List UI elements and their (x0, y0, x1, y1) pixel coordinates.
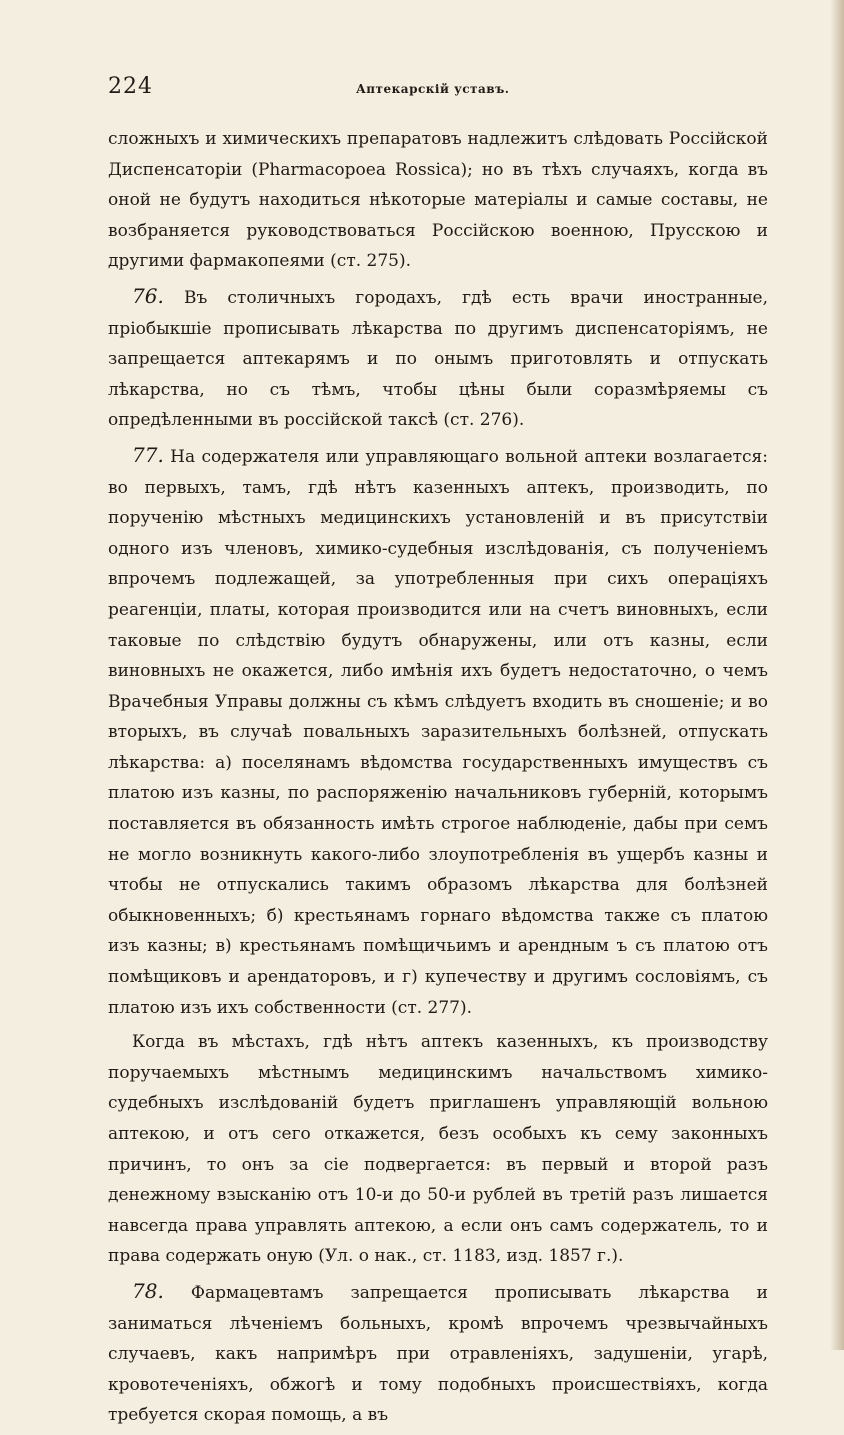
paragraph-text: Въ столичныхъ городахъ, гдѣ есть врачи иностранные, пріобыкшіе прописывать лѣкарства по другимъ диспенсаторіямъ, не запрещается аптекарямъ и по онымъ приготовлять и отпускать лѣкарства, но съ тѣмъ, чтобы цѣны были соразмѣряемы съ опредѣленными въ россійской таксѣ (ст. 276). (108, 287, 769, 431)
running-title: Аптекарскій уставъ. (356, 82, 510, 96)
page-edge-shadow (830, 0, 844, 1350)
paragraph-continued (108, 124, 768, 277)
page-header (108, 74, 768, 110)
article-number: 78. (132, 1278, 164, 1303)
article-76 (108, 281, 768, 436)
paragraph-text: На содержателя или управляющаго вольной аптеки возлагается: во первыхъ, тамъ, гдѣ нѣтъ казенныхъ аптекъ, производить, по порученію мѣстныхъ медицинскихъ установленій и въ присутствіи одного изъ членовъ, химико-судебныя изслѣдованія, съ полученіемъ впрочемъ подлежащей, за употребленныя при сихъ операціяхъ реагенціи, платы, которая производится или на счетъ виновныхъ, если таковые по слѣдствію будутъ обнаружены, или отъ казны, если виновныхъ не окажется, либо имѣнія ихъ будетъ недостаточно, о чемъ Врачебныя Управы должны съ кѣмъ слѣдуетъ входить въ сношеніе; и во вторыхъ, въ случаѣ повальныхъ заразительныхъ болѣзней, отпускать лѣкарства: а) поселянамъ вѣдомства государственныхъ имуществъ съ платою изъ казны, по распоряженію начальниковъ губерній, которымъ поставляется въ обязанность имѣть строгое наблюденіе, дабы при семъ не могло возникнуть какого-либо злоупотребленія въ ущербъ казны и чтобы не отпускались такимъ образомъ лѣкарства для болѣзней обыкновенныхъ; б) крестьянамъ горнаго вѣдомства также съ платою изъ казны; в) крестьянамъ помѣщичьимъ и арендным ъ съ платою отъ помѣщиковъ и арендаторовъ, и г) купечеству и другимъ сословіямъ, съ платою изъ ихъ собственности (ст. 277). (108, 446, 768, 1018)
article-77 (108, 440, 768, 1023)
paragraph-penalty (108, 1027, 768, 1272)
page-number: 224 (108, 74, 153, 99)
body-text (108, 124, 768, 1431)
paragraph-text: Когда въ мѣстахъ, гдѣ нѣтъ аптекъ казенныхъ, къ производству поручаемыхъ мѣстнымъ медицинскимъ начальствомъ химико-судебныхъ изслѣдованій будетъ приглашенъ управляющій вольною аптекою, и отъ сего откажется, безъ особыхъ къ сему законныхъ причинъ, то онъ за сіе подвергается: въ первый и второй разъ денежному взысканію отъ 10-и до 50-и рублей въ третій разъ лишается навсегда права управлять аптекою, а если онъ самъ содержатель, то и права содержать оную (Ул. о нак., ст. 1183, изд. 1857 г.). (108, 1032, 768, 1267)
article-number: 77. (132, 442, 164, 467)
article-78 (108, 1276, 768, 1431)
book-page (108, 74, 768, 1435)
paragraph-text: Фармацевтамъ запрещается прописывать лѣкарства и заниматься лѣченіемъ больныхъ, кромѣ впрочемъ чрезвычайныхъ случаевъ, какъ напримѣръ при отравленіяхъ, задушеніи, угарѣ, кровотеченіяхъ, обжогѣ и тому подобныхъ происшествіяхъ, когда требуется скорая помощь, а въ (108, 1282, 768, 1426)
article-number: 76. (132, 283, 164, 308)
paragraph-text: сложныхъ и химическихъ препаратовъ надлежитъ слѣдовать Россійской Диспенсаторіи (Pharmacopoea Rossica); но въ тѣхъ случаяхъ, когда въ оной не будутъ находиться нѣкоторые матеріалы и самые составы, не возбраняется руководствоваться Россійскою военною, Прусскою и другими фармакопеями (ст. 275). (108, 129, 768, 272)
